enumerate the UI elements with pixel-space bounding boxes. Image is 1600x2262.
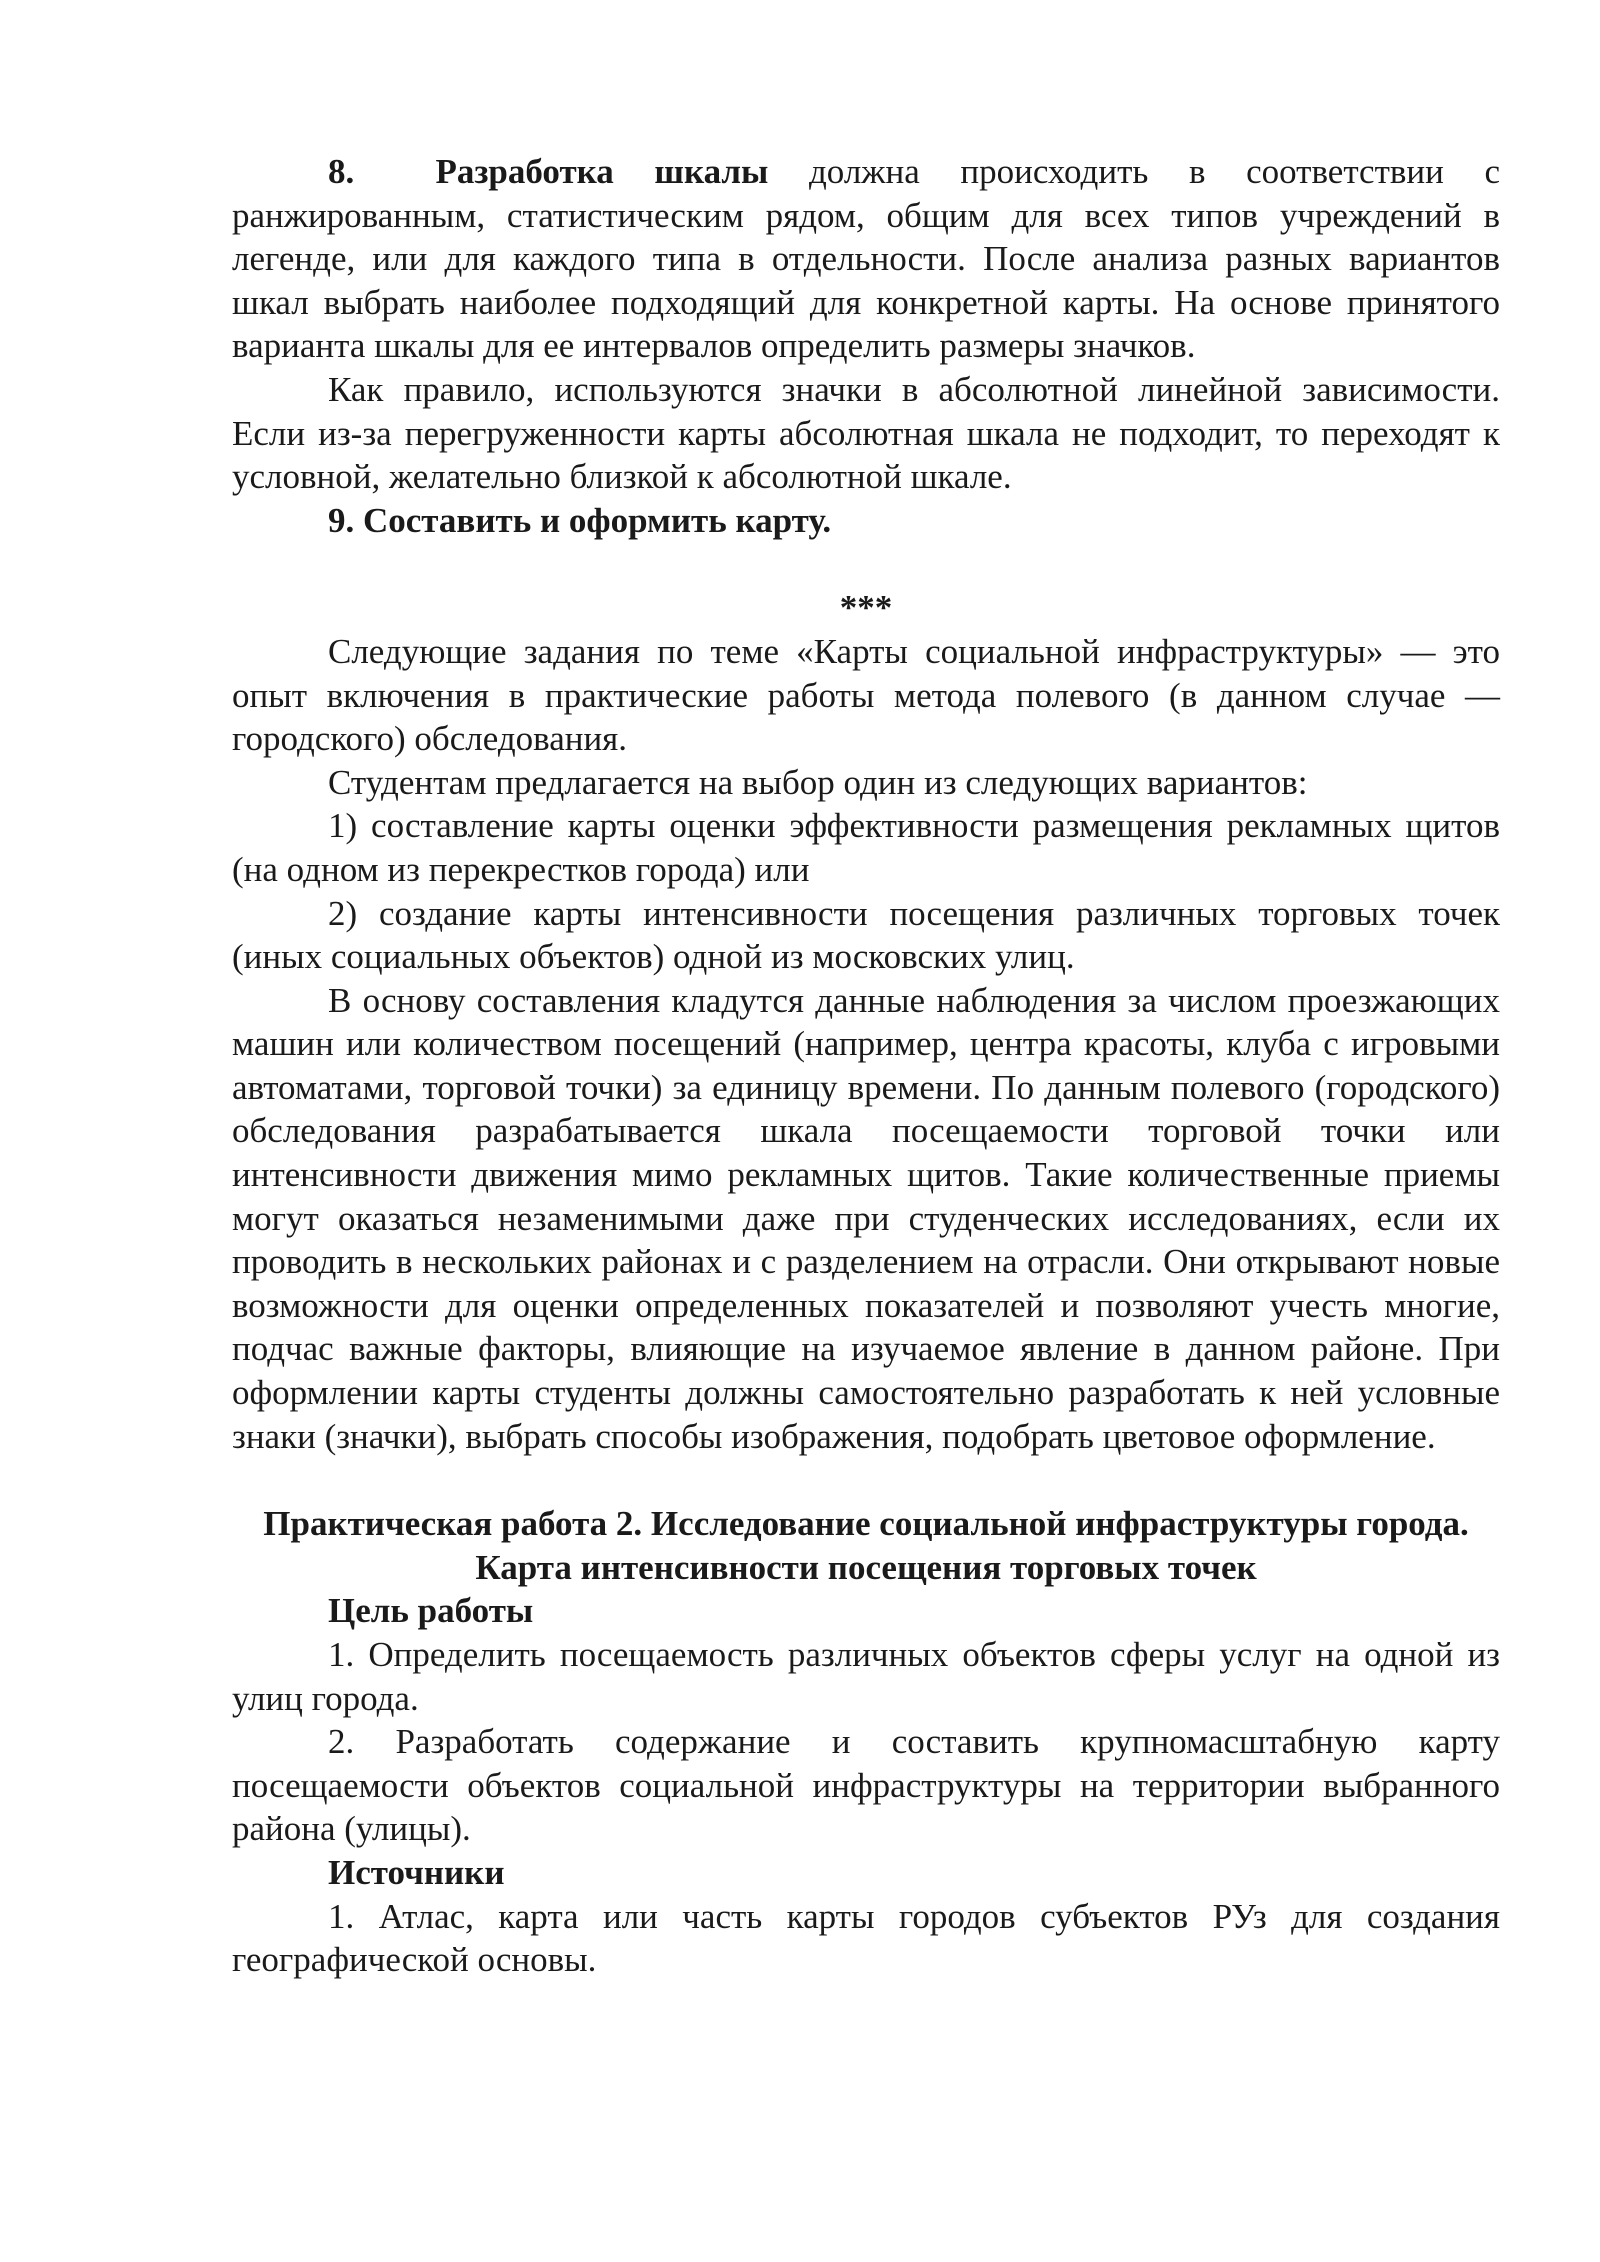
option-2: 2) создание карты интенсивности посещения различных торговых точек (иных социальных объектов) одной из московских улиц. (232, 893, 1500, 977)
sources-heading: Источники (328, 1852, 505, 1892)
option-1: 1) составление карты оценки эффективности размещения рекламных щитов (на одном из перекрестков города) или (232, 806, 1500, 889)
paragraph-tasks-intro: Следующие задания по теме «Карты социальной инфраструктуры» — это опыт включения в практические работы метода полевого (в данном случае — городского) обследования. (232, 631, 1500, 759)
paragraph-linear-dependency: Как правило, используются значки в абсолютной линейной зависимости. Если из-за перегруженности карты абсолютная шкала не подходит, то переходят к условной, желательно близкой к абсолютной шкале. (232, 369, 1500, 497)
spacer (232, 1458, 1500, 1502)
paragraph-choice: Студентам предлагается на выбор один из следующих вариантов: (328, 762, 1308, 802)
goal-heading: Цель работы (328, 1591, 534, 1631)
goal-item-1: 1. Определить посещаемость различных объектов сферы услуг на одной из улиц города. (232, 1635, 1500, 1718)
section-9-title: 9. Составить и оформить карту. (328, 500, 832, 540)
paragraph-scale-development (232, 150, 1500, 368)
section-8-number: 8. (328, 152, 355, 191)
section-8-title: Разработка шкалы (435, 152, 769, 191)
section-8-text: должна происходить в соответствии с ранжированным, статистическим рядом, общим для всех типов учреждений в легенде, или для каждого типа в отдельности. После анализа разных вариантов шкал выбрать наиболее подходящий для конкретной карты. На основе принятого варианта шкалы для ее интервалов определить размеры значков. (232, 152, 1501, 366)
paragraph-observation-basis: В основу составления кладутся данные наблюдения за числом проезжающих машин или количеством посещений (например, центра красоты, клуба с игровыми автоматами, торговой точки) за единицу времени. По данным полевого (городского) обследования разрабатывается шкала посещаемости торговой точки или интенсивности движения мимо рекламных щитов. Такие количественные приемы могут оказаться незаменимыми даже при студенческих исследованиях, если их проводить в нескольких районах и с разделением на отрасли. Они открывают новые возможности для оценки определенных показателей и позволяют учесть многие, подчас важные факторы, влияющие на изучаемое явление в данном районе. При оформлении карты студенты должны самостоятельно разработать к ней условные знаки (значки), выбрать способы изображения, подобрать цветовое оформление. (232, 980, 1500, 1456)
document-page (232, 150, 1500, 1982)
goal-item-2: 2. Разработать содержание и составить крупномасштабную карту посещаемости объектов социальной инфраструктуры на территории выбранного района (улицы). (232, 1722, 1500, 1849)
section-separator: *** (839, 588, 893, 628)
source-item-1: 1. Атлас, карта или часть карты городов субъектов РУз для создания географической основы. (232, 1896, 1500, 1980)
practical-work-heading: Практическая работа 2. Исследование социальной инфраструктуры города. Карта интенсивности посещения торговых точек (263, 1504, 1469, 1587)
